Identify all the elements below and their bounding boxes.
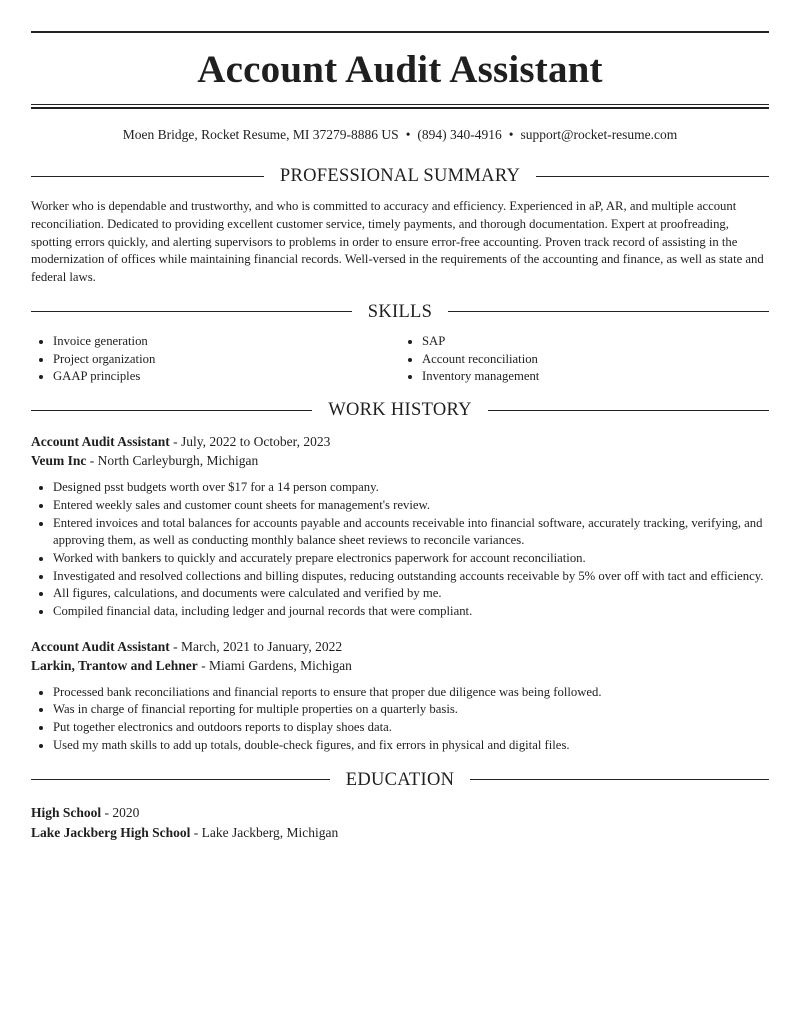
heading-rule <box>448 311 769 312</box>
job-bullet: • Worked with bankers to quickly and accurately prepare electronics paperwork for account reconciliation. <box>53 550 769 568</box>
heading-rule <box>536 176 769 177</box>
contact-separator: • <box>405 127 411 142</box>
section-title: EDUCATION <box>345 769 455 790</box>
education-school-line <box>31 823 769 843</box>
education-year: - 2020 <box>101 804 140 820</box>
section-title: PROFESSIONAL SUMMARY <box>279 166 521 186</box>
job-entry <box>31 432 769 621</box>
job-company-line <box>31 451 769 470</box>
job-bullet: • Compiled financial data, including ledger and journal records that were compliant. <box>53 603 769 621</box>
section-heading-work <box>31 399 769 421</box>
job-bullet: • Processed bank reconciliations and financial reports to ensure that proper due diligence was being followed. <box>53 684 769 702</box>
resume-page <box>31 31 769 843</box>
skill-item: • Project organization <box>53 351 400 369</box>
skill-item: • Account reconciliation <box>422 351 769 369</box>
resume-title: Account Audit Assistant <box>197 48 603 91</box>
skill-item: • Inventory management <box>422 368 769 386</box>
job-title-line <box>31 432 769 451</box>
summary-text: Worker who is dependable and trustworthy, and who is committed to accuracy and efficiency. Experienced in aP, AR, and multiple account reconciliation. Dedicated to providing excellent customer service, timely payments, and thorough documentation. Expert at proofreading, spotting errors quickly, and alerting supervisors to problems in order to ensure error-free accounting. Proven track record of assisting in the modernization of offices while maintaining financial records. Well-versed in the requirements of the accounting and finance, as well as state and federal laws. <box>31 199 764 285</box>
heading-rule <box>31 410 312 411</box>
job-dates: - March, 2021 to January, 2022 <box>169 638 343 654</box>
education-degree: High School <box>31 804 102 820</box>
contact-address: Moen Bridge, Rocket Resume, MI 37279-8886 US <box>122 127 399 142</box>
section-title: WORK HISTORY <box>328 400 472 421</box>
education-entry <box>31 803 769 843</box>
job-bullet: • Designed psst budgets worth over $17 for a 14 person company. <box>53 479 769 497</box>
contact-separator: • <box>508 127 514 142</box>
job-bullet: • Entered invoices and total balances for accounts payable and accounts receivable into financial software, accurately tracking, verifying, and approving them, as well as conducting monthly balance sheet reviews to reconcile variances. <box>53 515 769 550</box>
job-dates: - July, 2022 to October, 2023 <box>169 434 331 450</box>
heading-rule <box>31 311 352 312</box>
skill-item: • SAP <box>422 333 769 351</box>
job-title: Account Audit Assistant <box>31 434 170 450</box>
job-title-line <box>31 637 769 656</box>
contact-line <box>31 126 769 144</box>
job-bullets <box>31 684 769 755</box>
section-title: SKILLS <box>367 301 433 322</box>
contact-phone: (894) 340-4916 <box>417 127 502 142</box>
heading-rule <box>31 176 264 177</box>
education-location: - Lake Jackberg, Michigan <box>190 824 339 840</box>
job-bullet: • Was in charge of financial reporting for multiple properties on a quarterly basis. <box>53 701 769 719</box>
title-double-rule <box>31 104 769 109</box>
skills-column-left <box>31 333 400 386</box>
heading-rule <box>470 779 769 780</box>
job-bullet: • Used my math skills to add up totals, double-check figures, and fix errors in physical and digital files. <box>53 737 769 755</box>
heading-rule <box>31 779 330 780</box>
top-rule <box>31 31 769 33</box>
section-heading-summary <box>31 165 769 187</box>
job-bullet: • Put together electronics and outdoors reports to display shoes data. <box>53 719 769 737</box>
section-heading-education <box>31 769 769 791</box>
job-company: Larkin, Trantow and Lehner <box>31 657 198 673</box>
contact-email: support@rocket-resume.com <box>520 127 678 142</box>
job-bullets <box>31 479 769 621</box>
job-location: - North Carleyburgh, Michigan <box>86 453 259 469</box>
job-bullet: • Investigated and resolved collections and billing disputes, reducing outstanding accounts receivable by 5% over off with tact and efficiency. <box>53 568 769 586</box>
job-company-line <box>31 656 769 675</box>
section-heading-skills <box>31 301 769 323</box>
education-degree-line <box>31 803 769 823</box>
job-bullet: • Entered weekly sales and customer count sheets for management's review. <box>53 497 769 515</box>
skills-column-right <box>400 333 769 386</box>
job-company: Veum Inc <box>31 453 87 469</box>
skill-item: • Invoice generation <box>53 333 400 351</box>
education-school: Lake Jackberg High School <box>31 824 191 840</box>
heading-rule <box>488 410 769 411</box>
job-title: Account Audit Assistant <box>31 638 170 654</box>
skills-list <box>31 333 769 386</box>
job-location: - Miami Gardens, Michigan <box>197 657 352 673</box>
job-bullet: • All figures, calculations, and documents were calculated and verified by me. <box>53 585 769 603</box>
skill-item: • GAAP principles <box>53 368 400 386</box>
job-entry <box>31 637 769 755</box>
